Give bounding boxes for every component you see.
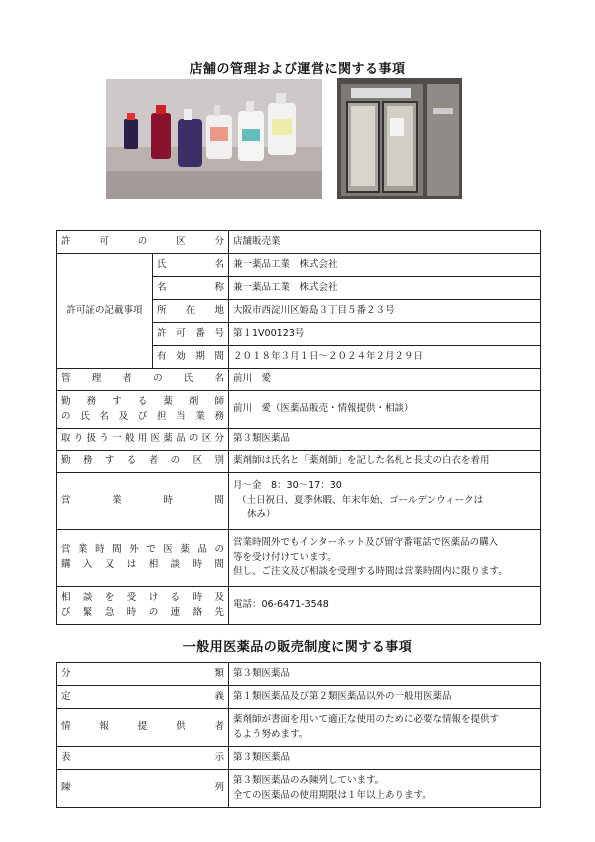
info-provider-value <box>229 709 541 747</box>
license-category-value: 店舗販売業 <box>229 231 541 254</box>
contact-phone-value: 電話：06-6471-3548 <box>229 587 541 625</box>
info-provider-label: 情 報 提 供 者 <box>57 709 229 747</box>
table-row <box>57 587 541 625</box>
store-entrance-photo <box>337 78 462 199</box>
business-hours-line1: 月～金 8：30～17：30 <box>233 479 342 491</box>
table-row <box>57 530 541 587</box>
display-label: 陳 列 <box>57 770 229 808</box>
contact-label-line2: び緊急時の連絡先 <box>61 606 225 618</box>
table-row <box>57 770 541 808</box>
business-hours-value <box>229 473 541 530</box>
info-provider-line2: るよう努めます。 <box>233 728 309 740</box>
pharmacist-label-line2: の氏名及び担当業務 <box>61 410 225 422</box>
manager-name-label: 管 理 者 の 氏 名 <box>57 369 229 391</box>
sales-system-table <box>56 662 541 808</box>
valid-period-value: ２０１８年３月１日～２０２４年２月２９日 <box>229 346 541 369</box>
drug-category-value: 第３類医薬品 <box>229 429 541 451</box>
license-category-label: 許 可 の 区 分 <box>57 231 229 254</box>
off-hours-line1: 営業時間外でもインターネット及び留守番電話で医薬品の購入 <box>233 536 499 548</box>
off-hours-line2: 等を受け付けています。 <box>233 551 337 563</box>
pharmacist-label-line1: 勤務する薬剤師 <box>61 395 225 407</box>
license-number-label: 許可番号 <box>153 323 229 346</box>
store-management-table <box>56 230 541 625</box>
table-row <box>57 747 541 770</box>
business-hours-line3: 休み） <box>247 509 276 521</box>
product-bottles-photo <box>106 79 322 199</box>
section-title-store-management: 店舗の管理および運営に関する事項 <box>189 62 406 77</box>
table-row <box>57 231 541 254</box>
off-hours-value <box>229 530 541 587</box>
contact-label <box>57 587 229 625</box>
labeling-value: 第３類医薬品 <box>229 747 541 770</box>
title-label: 名 称 <box>153 277 229 300</box>
address-label: 所 在 地 <box>153 300 229 323</box>
table-row <box>57 391 541 429</box>
business-hours-line2: （土日祝日、夏季休暇、年末年始、ゴールデンウィークは <box>237 494 484 506</box>
valid-period-label: 有効期間 <box>153 346 229 369</box>
pharmacist-label <box>57 391 229 429</box>
table-row <box>57 451 541 473</box>
contact-label-line1: 相談を受ける時及 <box>61 591 225 603</box>
manager-name-value: 前川 愛 <box>229 369 541 391</box>
display-value <box>229 770 541 808</box>
display-line1: 第３類医薬品のみ陳列しています。 <box>233 774 385 786</box>
off-hours-line3: 但し、ご注文及び相談を受理する時間は営業時間内に限ります。 <box>233 566 508 578</box>
staff-distinction-label: 勤務する者の区別 <box>57 451 229 473</box>
labeling-label: 表 示 <box>57 747 229 770</box>
license-number-value: 第１1V00123号 <box>229 323 541 346</box>
table-row <box>57 473 541 530</box>
drug-category-label: 取り扱う一般用医薬品の区分 <box>57 429 229 451</box>
definition-value: 第１類医薬品及び第２類医薬品以外の一般用医薬品 <box>229 686 541 709</box>
address-value: 大阪市西淀川区姫島３丁目５番２３号 <box>229 300 541 323</box>
name-label: 氏 名 <box>153 254 229 277</box>
off-hours-label <box>57 530 229 587</box>
display-line2: 全ての医薬品の使用期限は１年以上あります。 <box>233 789 432 801</box>
table-row <box>57 369 541 391</box>
license-items-label: 許可証の記載事項 <box>57 254 153 369</box>
definition-label: 定 義 <box>57 686 229 709</box>
pharmacist-value: 前川 愛（医薬品販売・情報提供・相談） <box>229 391 541 429</box>
table-row <box>57 709 541 747</box>
name-value: 兼一薬品工業 株式会社 <box>229 254 541 277</box>
business-hours-label: 営 業 時 間 <box>57 473 229 530</box>
table-row <box>57 686 541 709</box>
off-hours-label-line2: 購入又は相談時間 <box>61 559 225 570</box>
info-provider-line1: 薬剤師が書面を用いて適正な使用のために必要な情報を提供す <box>233 713 500 725</box>
table-row <box>57 429 541 451</box>
staff-distinction-value: 薬剤師は氏名と「薬剤師」を記した名札と長丈の白衣を着用 <box>229 451 541 473</box>
title-value: 兼一薬品工業 株式会社 <box>229 277 541 300</box>
table-row <box>57 254 541 277</box>
section-title-sales-system: 一般用医薬品の販売制度に関する事項 <box>182 640 413 655</box>
classification-label: 分 類 <box>57 663 229 686</box>
off-hours-label-line1: 営業時間外で医薬品の <box>61 544 225 556</box>
table-row <box>57 663 541 686</box>
classification-value: 第３類医薬品 <box>229 663 541 686</box>
